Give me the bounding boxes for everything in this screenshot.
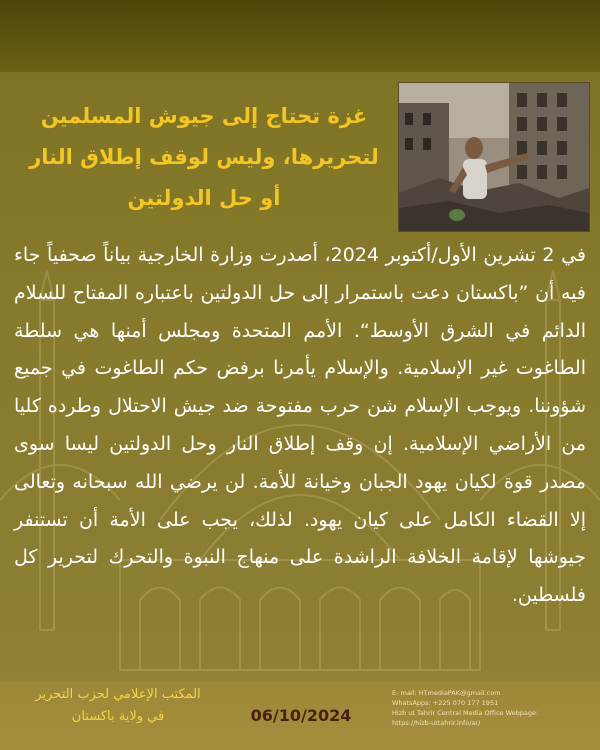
release-date: 06/10/2024	[250, 706, 352, 725]
contact-info	[392, 688, 590, 728]
contact-webpage-label: Hizb ut Tahrir Central Media Office Webpage:	[392, 709, 539, 717]
contact-email[interactable]: E- mail: HTmediaPAK@gmail.com	[392, 689, 501, 697]
photo-illustration	[399, 83, 589, 231]
office-name: المكتب الإعلامي لحزب التحرير	[35, 687, 201, 702]
contact-whatsapp: WhatsApps: +225 070 177 1951	[392, 699, 499, 707]
contact-webpage-link[interactable]: https://hizb-uttahrir.info/ar/	[392, 719, 481, 727]
office-region: في ولاية باكستان	[71, 709, 165, 724]
headline: غزة تحتاج إلى جيوش المسلمين لتحريرها، وليس لوقف إطلاق النار أو حل الدولتين	[29, 104, 379, 210]
gaza-destruction-photo	[398, 82, 590, 232]
statement-body: في 2 تشرين الأول/أكتوبر 2024، أصدرت وزارة الخارجية بياناً صحفياً جاء فيه أن ”باكستان دعت باستمرار إلى حل الدولتين باعتباره المفتاح للسلام الدائم في الشرق الأوسط“. الأمم المتحدة ومجلس أمنها هي سلطة الطاغوت غير الإسلامية. والإسلام يأمرنا برفض حكم الطاغوت في جميع شؤوننا. ويوجب الإسلام شن حرب مفتوحة ضد جيش الاحتلال وطرده كليا من الأراضي الإسلامية. إن وقف إطلاق النار وحل الدولتين ليسا سوى مصدر قوة لكيان يهود الجبان وخيانة للأمة. لن يرضي الله سبحانه وتعالى إلا القضاء الكامل على كيان يهود. لذلك، يجب على الأمة أن تستنفر جيوشها لإقامة الخلافة الراشدة على منهاج النبوة والتحرك لتحرير كل فلسطين.	[14, 244, 586, 607]
media-office-signature	[8, 684, 228, 728]
